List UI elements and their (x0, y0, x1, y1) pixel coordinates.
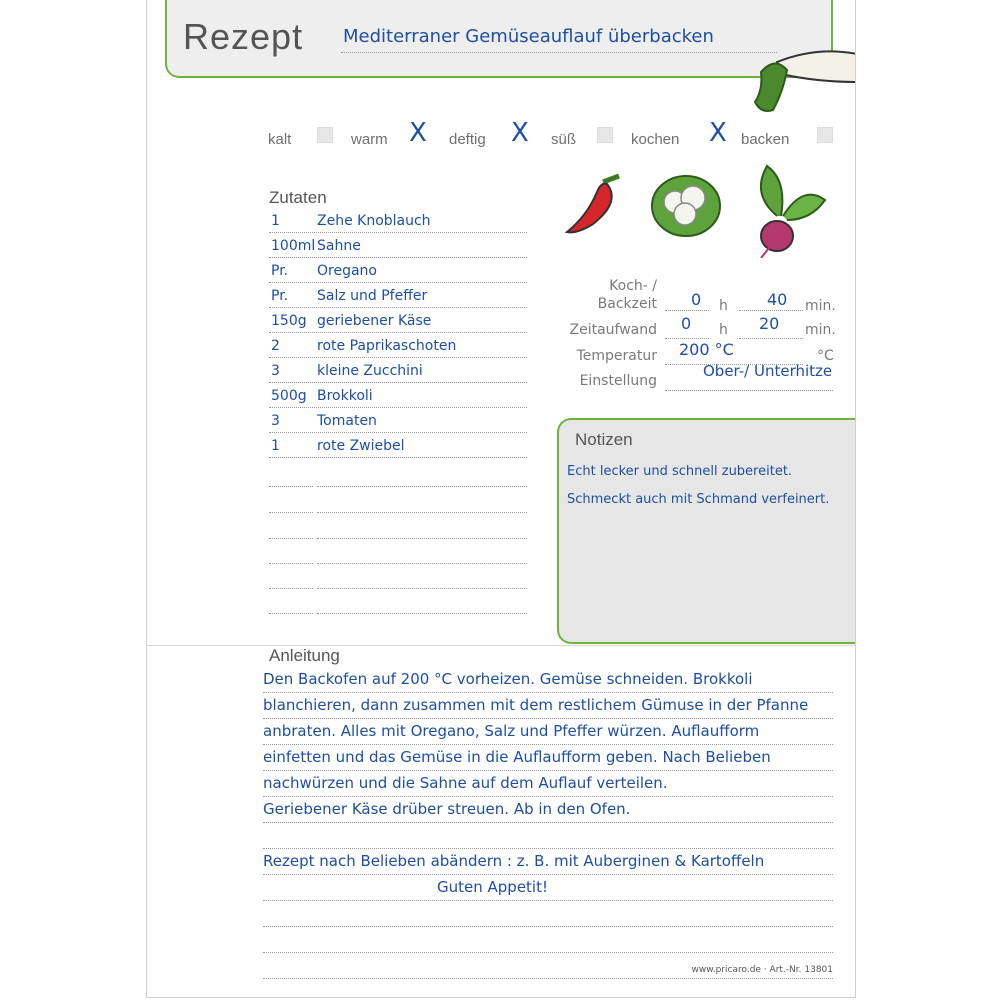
radish-top-icon (741, 164, 827, 258)
ingredient-empty-name-line[interactable] (317, 588, 527, 589)
ingredient-name[interactable]: rote Zwiebel (317, 438, 405, 454)
instruction-line (263, 718, 833, 719)
category-label-kochen: kochen (631, 131, 680, 148)
ingredient-qty[interactable]: 3 (271, 363, 280, 379)
ingredient-qty[interactable]: 1 (271, 213, 280, 229)
temperature-value[interactable]: 200 °C (679, 340, 734, 359)
ingredient-empty-qty-line[interactable] (269, 563, 313, 564)
cook-time-hours[interactable]: 0 (691, 290, 702, 309)
setting-label: Einstellung (579, 373, 657, 389)
instruction-text[interactable]: Den Backofen auf 200 °C vorheizen. Gemüse schneiden. Brokkoli (263, 670, 753, 688)
ingredient-qty[interactable]: 500g (271, 388, 307, 404)
ingredient-qty[interactable]: 3 (271, 413, 280, 429)
effort-h-line (665, 338, 709, 339)
ingredient-row[interactable] (269, 358, 527, 383)
checkbox-kalt[interactable] (317, 127, 333, 143)
checkbox-kochen-checked[interactable]: X (709, 118, 727, 148)
ingredient-name[interactable]: Oregano (317, 263, 377, 279)
effort-label: Zeitaufwand (569, 322, 657, 338)
cook-time-label-1: Koch- / (609, 278, 657, 294)
instructions-title: Anleitung (269, 646, 340, 665)
instruction-text[interactable]: einfetten und das Gemüse in die Auflaufform geben. Nach Belieben (263, 748, 771, 766)
ingredient-row[interactable] (269, 283, 527, 308)
effort-minutes[interactable]: 20 (759, 314, 780, 333)
ingredient-empty-name-line[interactable] (317, 512, 527, 513)
ingredient-name[interactable]: geriebener Käse (317, 313, 432, 329)
instruction-line (263, 822, 833, 823)
effort-h-unit: h (719, 322, 728, 338)
ingredient-empty-name-line[interactable] (317, 486, 527, 487)
category-label-warm: warm (351, 131, 388, 148)
category-label-suess: süß (551, 131, 577, 148)
instruction-text[interactable]: anbraten. Alles mit Oregano, Salz und Pfeffer würzen. Auflaufform (263, 722, 760, 740)
note-line-1[interactable]: Echt lecker und schnell zubereitet. (567, 464, 793, 479)
checkbox-deftig-checked[interactable]: X (511, 118, 529, 148)
instruction-line (263, 770, 833, 771)
instruction-line (263, 692, 833, 693)
ingredient-name[interactable]: Zehe Knoblauch (317, 213, 431, 229)
ingredient-name[interactable]: Salz und Pfeffer (317, 288, 428, 304)
page-title: Rezept (183, 16, 304, 57)
header-panel (165, 0, 833, 78)
ingredient-row[interactable] (269, 258, 527, 283)
instruction-line (263, 926, 833, 927)
instruction-line (263, 900, 833, 901)
cook-min-line (739, 310, 803, 311)
cook-h-unit: h (719, 298, 728, 314)
note-line-2[interactable]: Schmeckt auch mit Schmand verfeinert. (567, 492, 830, 507)
ingredient-empty-name-line[interactable] (317, 563, 527, 564)
instruction-line (263, 978, 833, 979)
ingredient-empty-qty-line[interactable] (269, 613, 313, 614)
instruction-line (263, 848, 833, 849)
ingredients-title: Zutaten (269, 188, 327, 207)
instruction-text[interactable]: blanchieren, dann zusammen mit dem restlichem Gümuse in der Pfanne (263, 696, 809, 714)
instruction-text[interactable]: nachwürzen und die Sahne auf dem Auflauf verteilen. (263, 774, 668, 792)
effort-min-line (739, 338, 803, 339)
ingredient-qty[interactable]: 1 (271, 438, 280, 454)
category-label-kalt: kalt (268, 131, 292, 148)
instruction-line (263, 744, 833, 745)
ingredient-empty-qty-line[interactable] (269, 588, 313, 589)
cook-h-line (665, 310, 709, 311)
recipe-name[interactable]: Mediterraner Gemüseauflauf überbacken (343, 26, 714, 47)
category-label-deftig: deftig (449, 131, 486, 148)
instruction-text[interactable]: Geriebener Käse drüber streuen. Ab in den Ofen. (263, 800, 631, 818)
checkbox-suess[interactable] (597, 127, 613, 143)
ingredient-row[interactable] (269, 383, 527, 408)
chili-icon (563, 172, 625, 236)
ingredient-name[interactable]: Sahne (317, 238, 361, 254)
notes-title: Notizen (575, 430, 633, 449)
ingredient-row[interactable] (269, 333, 527, 358)
notes-panel (557, 418, 856, 644)
cook-time-label-2: Backzeit (597, 296, 657, 312)
temperature-unit: °C (817, 348, 834, 364)
ingredient-empty-name-line[interactable] (317, 613, 527, 614)
cauliflower-icon (649, 174, 723, 238)
effort-hours[interactable]: 0 (681, 314, 692, 333)
checkbox-warm-checked[interactable]: X (409, 118, 427, 148)
ingredient-qty[interactable]: Pr. (271, 263, 289, 279)
ingredient-row[interactable] (269, 408, 527, 433)
ingredient-qty[interactable]: Pr. (271, 288, 289, 304)
ingredient-empty-qty-line[interactable] (269, 486, 313, 487)
footer-text: www.pricaro.de · Art.-Nr. 13801 (691, 965, 833, 975)
recipe-sheet (146, 0, 856, 998)
ingredient-row[interactable] (269, 208, 527, 233)
temperature-label: Temperatur (576, 348, 657, 364)
ingredient-empty-qty-line[interactable] (269, 512, 313, 513)
cook-min-unit: min. (805, 298, 836, 314)
setting-line (665, 390, 833, 391)
ingredient-line (269, 457, 527, 458)
ingredient-empty-name-line[interactable] (317, 538, 527, 539)
ingredient-qty[interactable]: 100ml (271, 238, 316, 254)
section-divider (147, 645, 856, 646)
category-label-backen: backen (741, 131, 790, 148)
instruction-text[interactable]: Guten Appetit! (437, 878, 548, 896)
parsnip-icon (747, 42, 856, 118)
effort-min-unit: min. (805, 322, 836, 338)
instruction-line (263, 874, 833, 875)
checkbox-backen[interactable] (817, 127, 833, 143)
instruction-line (263, 952, 833, 953)
ingredient-name[interactable]: rote Paprikaschoten (317, 338, 457, 354)
ingredient-qty[interactable]: 150g (271, 313, 307, 329)
instruction-line (263, 796, 833, 797)
ingredient-name[interactable]: kleine Zucchini (317, 363, 423, 379)
ingredient-name[interactable]: Brokkoli (317, 388, 373, 404)
ingredient-row[interactable] (269, 308, 527, 333)
setting-value[interactable]: Ober-/ Unterhitze (703, 362, 833, 380)
recipe-name-line (341, 52, 777, 53)
ingredient-qty[interactable]: 2 (271, 338, 280, 354)
ingredient-row[interactable] (269, 233, 527, 258)
cook-time-minutes[interactable]: 40 (767, 290, 788, 309)
ingredient-name[interactable]: Tomaten (317, 413, 377, 429)
instruction-text[interactable]: Rezept nach Belieben abändern : z. B. mit Auberginen & Kartoffeln (263, 852, 765, 870)
ingredient-row[interactable] (269, 433, 527, 458)
ingredient-empty-qty-line[interactable] (269, 538, 313, 539)
